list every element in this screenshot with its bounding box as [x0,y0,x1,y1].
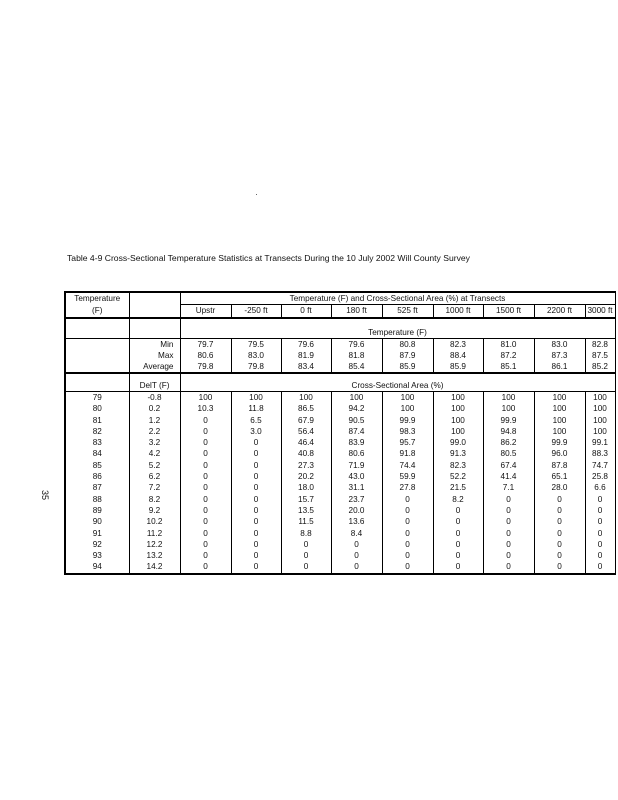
stat-cell: 79.8 [180,361,231,373]
area-cell: 0 [382,539,433,550]
area-cell: 100 [231,392,281,404]
table-row [65,550,615,561]
area-cell: 0 [180,415,231,426]
area-cell: 40.8 [281,448,331,459]
area-cell: 0 [231,550,281,561]
area-cell: 0 [180,550,231,561]
area-cell: 74.7 [585,460,615,471]
table-row [65,561,615,573]
area-cell: 74.4 [382,460,433,471]
area-cell: 0 [331,550,382,561]
temp-cell: 80 [65,403,129,414]
temp-cell: 83 [65,437,129,448]
area-cell: 13.6 [331,516,382,527]
area-subheader: Cross-Sectional Area (%) [180,380,615,392]
area-cell: 0 [433,561,483,573]
table-row [65,539,615,550]
area-cell: 100 [433,403,483,414]
area-cell: 82.3 [433,460,483,471]
area-cell: 0 [534,494,585,505]
area-cell: 0 [585,550,615,561]
area-cell: 94.8 [483,426,534,437]
temp-cell: 84 [65,448,129,459]
table-row [65,482,615,493]
area-cell: 0 [433,539,483,550]
delt-cell: 2.2 [129,426,180,437]
area-cell: 88.3 [585,448,615,459]
area-cell: 0 [180,539,231,550]
area-cell: 80.5 [483,448,534,459]
area-cell: 21.5 [433,482,483,493]
area-cell: 0 [534,561,585,573]
area-cell: 0 [180,505,231,516]
stats-label: Max [129,350,180,361]
delt-cell: 11.2 [129,528,180,539]
area-cell: 0 [231,494,281,505]
area-cell: 0 [180,482,231,493]
stat-cell: 79.6 [331,339,382,351]
area-cell: 100 [382,403,433,414]
area-cell: 0 [231,460,281,471]
area-cell: 100 [534,403,585,414]
delt-cell: 7.2 [129,482,180,493]
area-cell: 0 [180,460,231,471]
area-cell: 27.3 [281,460,331,471]
table-row [65,448,615,459]
area-cell: 20.2 [281,471,331,482]
area-cell: 8.8 [281,528,331,539]
stat-cell: 87.3 [534,350,585,361]
area-cell: 0 [433,550,483,561]
delt-cell: 10.2 [129,516,180,527]
area-cell: 0 [382,528,433,539]
table-caption: Table 4-9 Cross-Sectional Temperature Statistics at Transects During the 10 July 2002 Will County Survey [67,253,470,263]
area-cell: 100 [534,426,585,437]
temp-cell: 88 [65,494,129,505]
stats-row-max [65,350,615,361]
table-row [65,426,615,437]
area-cell: 0 [180,426,231,437]
area-cell: 0 [483,539,534,550]
area-cell: 0 [180,494,231,505]
stat-cell: 81.0 [483,339,534,351]
area-cell: 99.9 [483,415,534,426]
temp-cell: 93 [65,550,129,561]
area-cell: 100 [433,415,483,426]
table-row [65,471,615,482]
area-cell: 99.9 [382,415,433,426]
transect-group-header: Temperature (F) and Cross-Sectional Area (%) at Transects [180,292,615,305]
area-cell: 100 [483,403,534,414]
area-cell: 0 [281,561,331,573]
area-cell: 99.1 [585,437,615,448]
delt-cell: 14.2 [129,561,180,573]
area-cell: 0 [180,561,231,573]
stat-cell: 83.0 [534,339,585,351]
area-cell: 0 [483,550,534,561]
stat-cell: 85.2 [585,361,615,373]
area-cell: 91.3 [433,448,483,459]
stat-cell: 81.9 [281,350,331,361]
temp-cell: 82 [65,426,129,437]
stats-row-average [65,361,615,373]
area-cell: 100 [483,392,534,404]
area-cell: 6.6 [585,482,615,493]
transect-header: 180 ft [331,305,382,319]
stat-cell: 85.9 [433,361,483,373]
delt-cell: 1.2 [129,415,180,426]
area-cell: 91.8 [382,448,433,459]
table-row [65,516,615,527]
stat-cell: 83.4 [281,361,331,373]
stat-cell: 87.9 [382,350,433,361]
table-body [65,292,615,574]
temperature-subheader-row [65,327,615,339]
transect-header: 1000 ft [433,305,483,319]
area-cell: 15.7 [281,494,331,505]
temp-cell: 94 [65,561,129,573]
area-cell: 96.0 [534,448,585,459]
speck [256,194,257,195]
area-cell: 3.0 [231,426,281,437]
area-cell: 99.0 [433,437,483,448]
temperature-statistics-table [64,291,616,575]
area-cell: 0 [433,516,483,527]
area-cell: 0 [231,516,281,527]
table-row [65,392,615,404]
table-row [65,505,615,516]
area-cell: 94.2 [331,403,382,414]
delt-cell: -0.8 [129,392,180,404]
area-cell: 0 [483,516,534,527]
area-cell: 0 [281,550,331,561]
transect-header: Upstr [180,305,231,319]
area-cell: 0 [483,528,534,539]
header-row-1 [65,292,615,305]
area-cell: 0 [331,539,382,550]
area-cell: 100 [534,415,585,426]
area-cell: 0 [483,561,534,573]
table-row [65,437,615,448]
blank [65,380,129,392]
area-cell: 95.7 [382,437,433,448]
area-cell: 100 [585,426,615,437]
area-cell: 25.8 [585,471,615,482]
area-cell: 0 [585,494,615,505]
area-subheader-row [65,380,615,392]
area-cell: 8.2 [433,494,483,505]
area-cell: 100 [382,392,433,404]
area-cell: 0 [585,505,615,516]
header-row-2 [65,305,615,319]
delt-cell: 4.2 [129,448,180,459]
area-cell: 11.8 [231,403,281,414]
area-cell: 0 [382,516,433,527]
area-cell: 0 [180,528,231,539]
stat-cell: 85.9 [382,361,433,373]
area-cell: 0 [331,561,382,573]
delt-cell: 9.2 [129,505,180,516]
page-number: 35 [40,489,51,501]
temp-header: Temperature [65,292,129,305]
table-row [65,460,615,471]
area-cell: 87.8 [534,460,585,471]
area-cell: 13.5 [281,505,331,516]
area-cell: 46.4 [281,437,331,448]
area-cell: 41.4 [483,471,534,482]
area-cell: 100 [331,392,382,404]
delt-header-blank-2 [129,305,180,319]
area-cell: 0 [180,437,231,448]
temp-cell: 92 [65,539,129,550]
stats-row-min [65,339,615,351]
temp-cell: 79 [65,392,129,404]
area-cell: 0 [281,539,331,550]
area-cell: 23.7 [331,494,382,505]
area-cell: 0 [180,516,231,527]
temp-cell: 90 [65,516,129,527]
table-row [65,494,615,505]
area-cell: 80.6 [331,448,382,459]
area-cell: 0 [382,505,433,516]
stat-cell: 81.8 [331,350,382,361]
stat-cell: 79.7 [180,339,231,351]
stats-label: Min [129,339,180,351]
area-cell: 100 [281,392,331,404]
area-cell: 100 [585,403,615,414]
area-cell: 0 [231,471,281,482]
temp-cell: 87 [65,482,129,493]
area-cell: 0 [433,505,483,516]
area-cell: 0 [180,471,231,482]
stat-cell: 87.2 [483,350,534,361]
table-row [65,403,615,414]
area-cell: 100 [433,392,483,404]
stat-cell: 88.4 [433,350,483,361]
area-cell: 67.9 [281,415,331,426]
delt-cell: 12.2 [129,539,180,550]
temp-cell: 89 [65,505,129,516]
area-cell: 10.3 [180,403,231,414]
area-cell: 87.4 [331,426,382,437]
stat-cell: 79.5 [231,339,281,351]
stat-cell: 79.6 [281,339,331,351]
area-cell: 67.4 [483,460,534,471]
area-cell: 0 [483,505,534,516]
temp-cell: 81 [65,415,129,426]
area-cell: 59.9 [382,471,433,482]
delt-cell: 6.2 [129,471,180,482]
area-cell: 86.5 [281,403,331,414]
area-cell: 98.3 [382,426,433,437]
stat-cell: 86.1 [534,361,585,373]
area-cell: 100 [180,392,231,404]
stats-label: Average [129,361,180,373]
stat-cell: 83.0 [231,350,281,361]
area-cell: 71.9 [331,460,382,471]
delt-header-blank [129,292,180,305]
area-cell: 7.1 [483,482,534,493]
area-cell: 0 [483,494,534,505]
transect-header: -250 ft [231,305,281,319]
area-cell: 65.1 [534,471,585,482]
area-cell: 56.4 [281,426,331,437]
area-cell: 0 [231,561,281,573]
area-cell: 0 [585,528,615,539]
delt-cell: 3.2 [129,437,180,448]
area-cell: 8.4 [331,528,382,539]
transect-header: 1500 ft [483,305,534,319]
blank [180,373,615,380]
area-cell: 0 [534,539,585,550]
area-cell: 0 [382,494,433,505]
area-cell: 18.0 [281,482,331,493]
transect-header: 2200 ft [534,305,585,319]
table-row [65,528,615,539]
area-cell: 28.0 [534,482,585,493]
spacer-row-2 [65,373,615,380]
area-cell: 0 [382,561,433,573]
area-cell: 20.0 [331,505,382,516]
area-cell: 100 [433,426,483,437]
area-cell: 83.9 [331,437,382,448]
area-cell: 86.2 [483,437,534,448]
area-cell: 0 [585,539,615,550]
stats-blank [65,350,129,361]
blank [65,373,129,380]
stats-blank [65,361,129,373]
area-cell: 0 [231,528,281,539]
area-cell: 100 [534,392,585,404]
area-cell: 100 [585,415,615,426]
stat-cell: 85.4 [331,361,382,373]
area-cell: 100 [585,392,615,404]
area-cell: 0 [585,516,615,527]
temp-unit-header: (F) [65,305,129,319]
stat-cell: 79.8 [231,361,281,373]
area-cell: 11.5 [281,516,331,527]
area-cell: 31.1 [331,482,382,493]
transect-header: 525 ft [382,305,433,319]
stat-cell: 82.3 [433,339,483,351]
area-cell: 0 [534,550,585,561]
area-cell: 0 [534,528,585,539]
delt-cell: 8.2 [129,494,180,505]
delt-cell: 0.2 [129,403,180,414]
area-cell: 0 [534,505,585,516]
table-row [65,415,615,426]
area-cell: 0 [231,437,281,448]
stat-cell: 85.1 [483,361,534,373]
area-cell: 0 [585,561,615,573]
area-cell: 27.8 [382,482,433,493]
stat-cell: 80.8 [382,339,433,351]
blank [129,373,180,380]
temp-cell: 86 [65,471,129,482]
spacer-row [65,318,615,327]
area-cell: 0 [231,448,281,459]
area-cell: 0 [534,516,585,527]
area-cell: 43.0 [331,471,382,482]
stats-blank [65,339,129,351]
transect-header: 3000 ft [585,305,615,319]
temperature-subheader: Temperature (F) [180,327,615,339]
transect-header: 0 ft [281,305,331,319]
area-cell: 0 [180,448,231,459]
area-cell: 52.2 [433,471,483,482]
stat-cell: 82.8 [585,339,615,351]
area-cell: 6.5 [231,415,281,426]
stat-cell: 87.5 [585,350,615,361]
temp-cell: 91 [65,528,129,539]
temp-cell: 85 [65,460,129,471]
area-cell: 0 [433,528,483,539]
area-cell: 99.9 [534,437,585,448]
area-cell: 0 [231,505,281,516]
area-cell: 90.5 [331,415,382,426]
delt-cell: 13.2 [129,550,180,561]
stat-cell: 80.6 [180,350,231,361]
delt-cell: 5.2 [129,460,180,471]
delt-header: DelT (F) [129,380,180,392]
area-cell: 0 [382,550,433,561]
area-cell: 0 [231,482,281,493]
area-cell: 0 [231,539,281,550]
